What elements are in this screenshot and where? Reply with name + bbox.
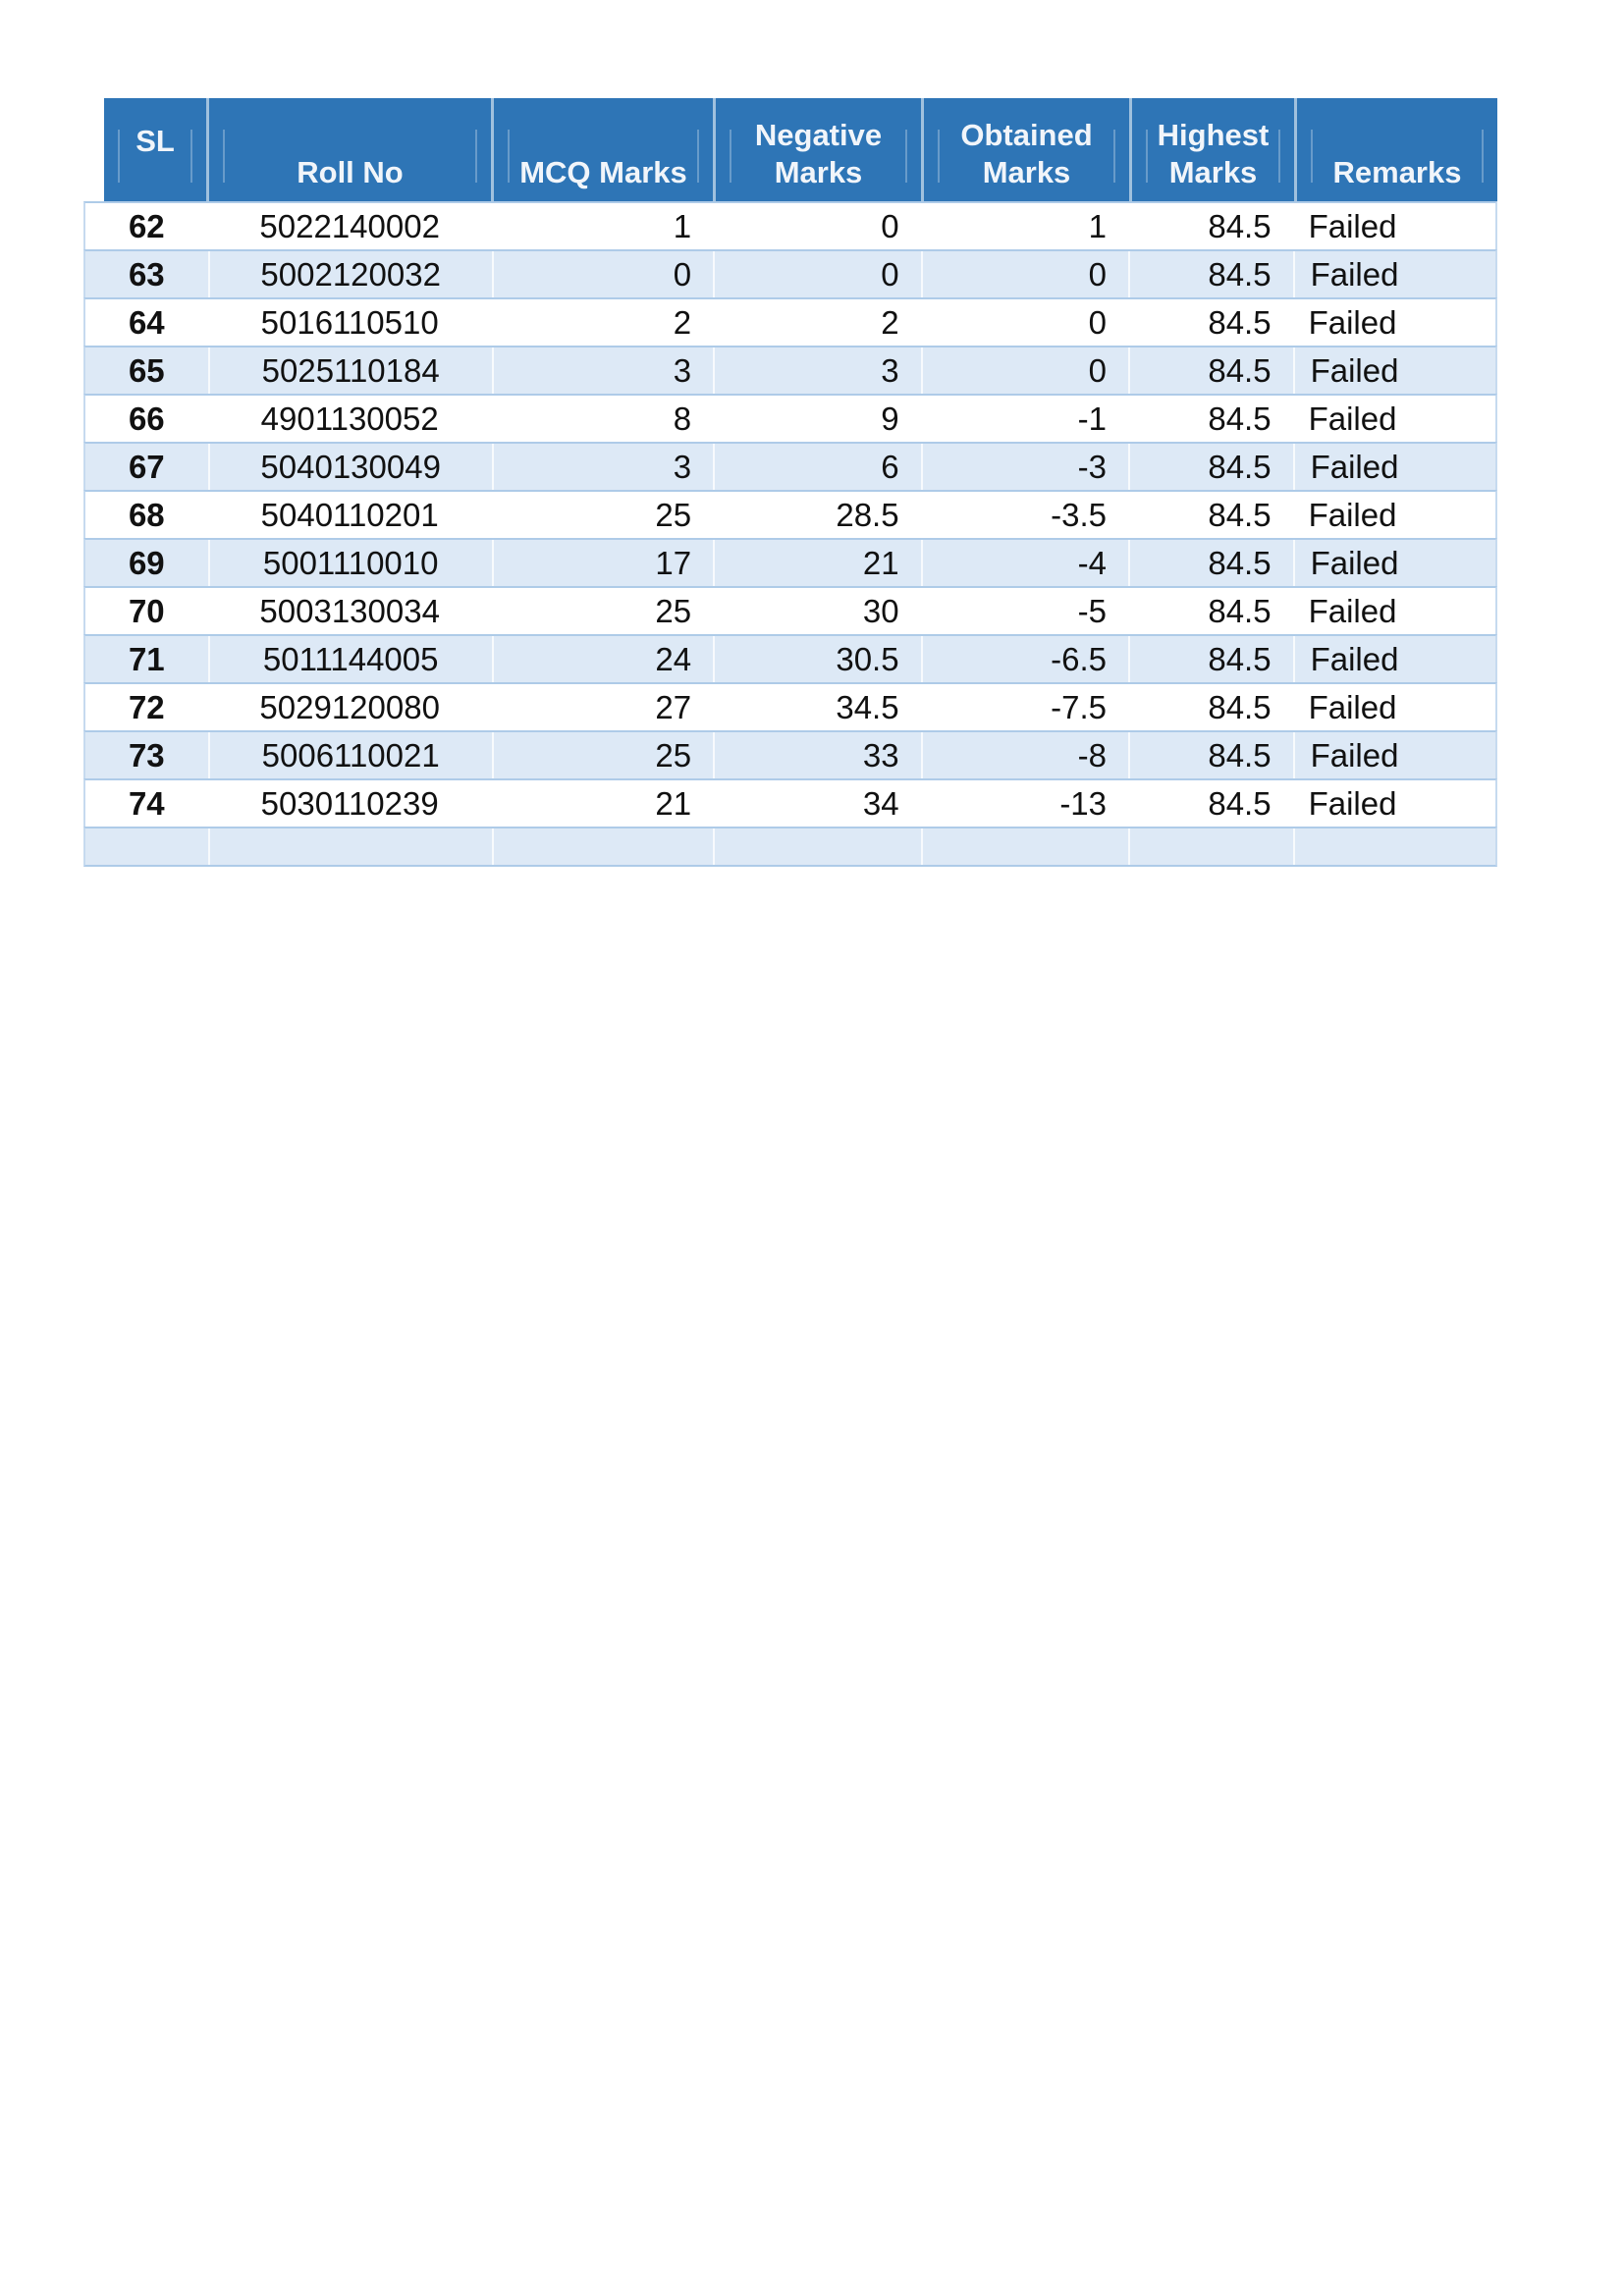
cell-highest: 84.5 — [1208, 496, 1272, 533]
table-row — [83, 586, 1497, 634]
cell-remarks: Failed — [1293, 251, 1495, 297]
cell-remarks: Failed — [1308, 400, 1397, 437]
cell-negative: 6 — [713, 444, 920, 490]
table-row — [83, 538, 1497, 586]
cell-roll: 5001110010 — [208, 540, 492, 586]
column-header-highest-marks: Highest Marks — [1129, 98, 1294, 201]
cell-roll: 5029120080 — [259, 688, 440, 725]
cell-highest: 84.5 — [1208, 303, 1272, 341]
empty-cell — [921, 828, 1128, 865]
cell-sl: 69 — [128, 544, 165, 581]
cell-roll: 5016110510 — [260, 303, 439, 341]
cell-negative: 34 — [862, 784, 899, 822]
cell-negative: 2 — [881, 303, 899, 341]
cell-mcq: 25 — [655, 592, 692, 629]
cell-obtained: -13 — [1059, 784, 1108, 822]
cell-obtained: -7.5 — [1051, 688, 1108, 725]
table-row — [83, 249, 1497, 297]
marks-table — [83, 98, 1497, 867]
cell-highest: 84.5 — [1128, 251, 1293, 297]
empty-cell — [1128, 828, 1293, 865]
cell-negative: 0 — [713, 251, 920, 297]
cell-sl: 65 — [128, 351, 165, 389]
cell-remarks: Failed — [1308, 784, 1397, 822]
table-row — [83, 297, 1497, 346]
cell-mcq: 24 — [492, 636, 713, 682]
cell-mcq: 3 — [492, 347, 713, 394]
cell-mcq: 2 — [673, 303, 692, 341]
cell-remarks: Failed — [1293, 347, 1495, 394]
cell-mcq: 25 — [655, 496, 692, 533]
cell-remarks: Failed — [1308, 303, 1397, 341]
table-header-row — [104, 98, 1497, 201]
cell-roll: 5025110184 — [208, 347, 492, 394]
cell-remarks: Failed — [1308, 592, 1397, 629]
cell-negative: 21 — [713, 540, 920, 586]
cell-sl: 66 — [128, 400, 165, 437]
cell-roll: 5022140002 — [259, 207, 440, 244]
cell-highest: 84.5 — [1208, 207, 1272, 244]
cell-sl: 73 — [128, 736, 165, 774]
cell-negative: 30.5 — [713, 636, 920, 682]
cell-highest: 84.5 — [1208, 784, 1272, 822]
cell-roll: 5040130049 — [208, 444, 492, 490]
table-row — [83, 394, 1497, 442]
empty-cell — [1293, 828, 1495, 865]
cell-remarks: Failed — [1308, 688, 1397, 725]
cell-mcq: 27 — [655, 688, 692, 725]
column-header-roll-no: Roll No — [206, 98, 491, 201]
cell-highest: 84.5 — [1208, 592, 1272, 629]
table-row — [83, 730, 1497, 778]
cell-highest: 84.5 — [1128, 636, 1293, 682]
column-header-mcq-marks: MCQ Marks — [491, 98, 713, 201]
empty-cell — [492, 828, 713, 865]
table-body — [83, 201, 1497, 827]
cell-mcq: 0 — [492, 251, 713, 297]
cell-remarks: Failed — [1293, 636, 1495, 682]
column-header-negative-marks: Negative Marks — [713, 98, 921, 201]
cell-mcq: 1 — [673, 207, 692, 244]
cell-obtained: -3.5 — [1051, 496, 1108, 533]
cell-obtained: 0 — [921, 347, 1128, 394]
cell-obtained: -3 — [921, 444, 1128, 490]
cell-highest: 84.5 — [1208, 400, 1272, 437]
cell-mcq: 17 — [492, 540, 713, 586]
cell-negative: 28.5 — [836, 496, 899, 533]
cell-remarks: Failed — [1308, 496, 1397, 533]
cell-obtained: -6.5 — [921, 636, 1128, 682]
column-header-remarks: Remarks — [1294, 98, 1497, 201]
cell-roll: 5003130034 — [259, 592, 440, 629]
cell-obtained: 1 — [1088, 207, 1108, 244]
cell-sl: 70 — [128, 592, 165, 629]
cell-sl: 63 — [128, 255, 165, 293]
cell-negative: 9 — [881, 400, 899, 437]
table-row — [83, 634, 1497, 682]
cell-mcq: 25 — [492, 732, 713, 778]
cell-negative: 3 — [713, 347, 920, 394]
cell-obtained: -1 — [1077, 400, 1108, 437]
cell-sl: 72 — [128, 688, 165, 725]
cell-remarks: Failed — [1293, 732, 1495, 778]
table-row — [83, 201, 1497, 249]
cell-sl: 62 — [128, 207, 165, 244]
empty-cell — [85, 828, 208, 865]
cell-sl: 64 — [128, 303, 165, 341]
cell-negative: 34.5 — [836, 688, 899, 725]
cell-sl: 68 — [128, 496, 165, 533]
column-header-sl: SL — [104, 98, 206, 201]
cell-highest: 84.5 — [1128, 540, 1293, 586]
cell-sl: 71 — [128, 640, 165, 677]
cell-highest: 84.5 — [1128, 732, 1293, 778]
cell-roll: 5011144005 — [208, 636, 492, 682]
table-empty-row — [83, 827, 1497, 867]
cell-remarks: Failed — [1293, 444, 1495, 490]
cell-roll: 5006110021 — [208, 732, 492, 778]
cell-remarks: Failed — [1293, 540, 1495, 586]
cell-negative: 30 — [862, 592, 899, 629]
empty-cell — [208, 828, 492, 865]
cell-obtained: 0 — [1088, 303, 1108, 341]
cell-sl: 67 — [128, 448, 165, 485]
cell-obtained: -8 — [921, 732, 1128, 778]
table-row — [83, 346, 1497, 394]
cell-highest: 84.5 — [1128, 347, 1293, 394]
cell-negative: 33 — [713, 732, 920, 778]
table-row — [83, 778, 1497, 827]
empty-cell — [713, 828, 920, 865]
cell-negative: 0 — [881, 207, 899, 244]
cell-mcq: 3 — [492, 444, 713, 490]
table-row — [83, 682, 1497, 730]
cell-obtained: 0 — [921, 251, 1128, 297]
cell-highest: 84.5 — [1128, 444, 1293, 490]
cell-highest: 84.5 — [1208, 688, 1272, 725]
cell-roll: 5040110201 — [260, 496, 439, 533]
cell-roll: 5002120032 — [208, 251, 492, 297]
table-row — [83, 490, 1497, 538]
cell-obtained: -4 — [921, 540, 1128, 586]
cell-obtained: -5 — [1077, 592, 1108, 629]
cell-roll: 4901130052 — [260, 400, 439, 437]
cell-sl: 74 — [128, 784, 165, 822]
table-row — [83, 442, 1497, 490]
cell-mcq: 21 — [655, 784, 692, 822]
cell-remarks: Failed — [1308, 207, 1397, 244]
cell-roll: 5030110239 — [260, 784, 439, 822]
column-header-obtained-marks: Obtained Marks — [921, 98, 1129, 201]
cell-mcq: 8 — [673, 400, 692, 437]
